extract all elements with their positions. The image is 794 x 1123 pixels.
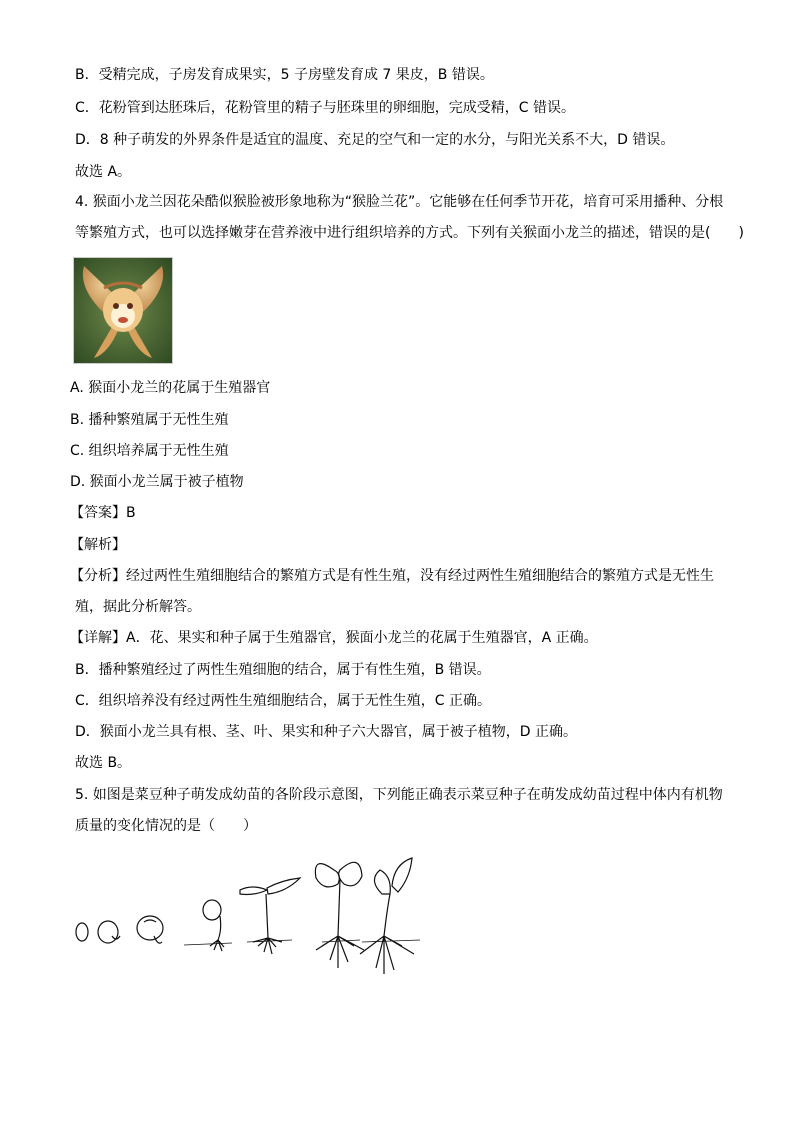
choose-b: 故选 B。	[75, 755, 132, 771]
analysis-heading: 【解析】	[70, 537, 126, 553]
line-c-explanation: C．花粉管到达胚珠后，花粉管里的精子与胚珠里的卵细胞，完成受精，C 错误。	[75, 100, 575, 116]
bean-germination-diagram	[72, 850, 424, 980]
answer: 【答案】B	[70, 505, 136, 521]
detail-d: D．猴面小龙兰具有根、茎、叶、果实和种子六大器官，属于被子植物，D 正确。	[75, 724, 578, 740]
line-b-explanation: B．受精完成，子房发育成果实，5 子房壁发育成 7 果皮，B 错误。	[75, 67, 494, 83]
option-c: C. 组织培养属于无性生殖	[70, 443, 229, 459]
option-a: A. 猴面小龙兰的花属于生殖器官	[70, 380, 271, 396]
question-5-line-2: 质量的变化情况的是（ ）	[75, 818, 257, 834]
question-4-line-1: 4. 猴面小龙兰因花朵酷似猴脸被形象地称为“猴脸兰花”。它能够在任何季节开花，培育可采用播种、分根	[75, 194, 724, 210]
detail-b: B．播种繁殖经过了两性生殖细胞的结合，属于有性生殖，B 错误。	[75, 662, 491, 678]
option-b: B. 播种繁殖属于无性生殖	[70, 412, 229, 428]
detail-c: C．组织培养没有经过两性生殖细胞结合，属于无性生殖，C 正确。	[75, 693, 491, 709]
choose-a: 故选 A。	[75, 164, 132, 180]
option-d: D. 猴面小龙兰属于被子植物	[70, 474, 244, 490]
detail-a: 【详解】A．花、果实和种子属于生殖器官，猴面小龙兰的花属于生殖器官，A 正确。	[70, 630, 598, 646]
question-4-line-2: 等繁殖方式，也可以选择嫩芽在营养液中进行组织培养的方式。下列有关猴面小龙兰的描述，错误的是( )	[75, 225, 744, 241]
analysis-line-2: 殖，据此分析解答。	[75, 599, 201, 615]
monkey-orchid-photo	[73, 257, 173, 364]
question-5-line-1: 5. 如图是菜豆种子萌发成幼苗的各阶段示意图，下列能正确表示菜豆种子在萌发成幼苗过程中体内有机物	[75, 787, 723, 803]
analysis-line-1: 【分析】经过两性生殖细胞结合的繁殖方式是有性生殖，没有经过两性生殖细胞结合的繁殖方式是无性生	[70, 568, 714, 584]
line-d-explanation: D．8 种子萌发的外界条件是适宜的温度、充足的空气和一定的水分，与阳光关系不大，D 错误。	[75, 132, 675, 148]
